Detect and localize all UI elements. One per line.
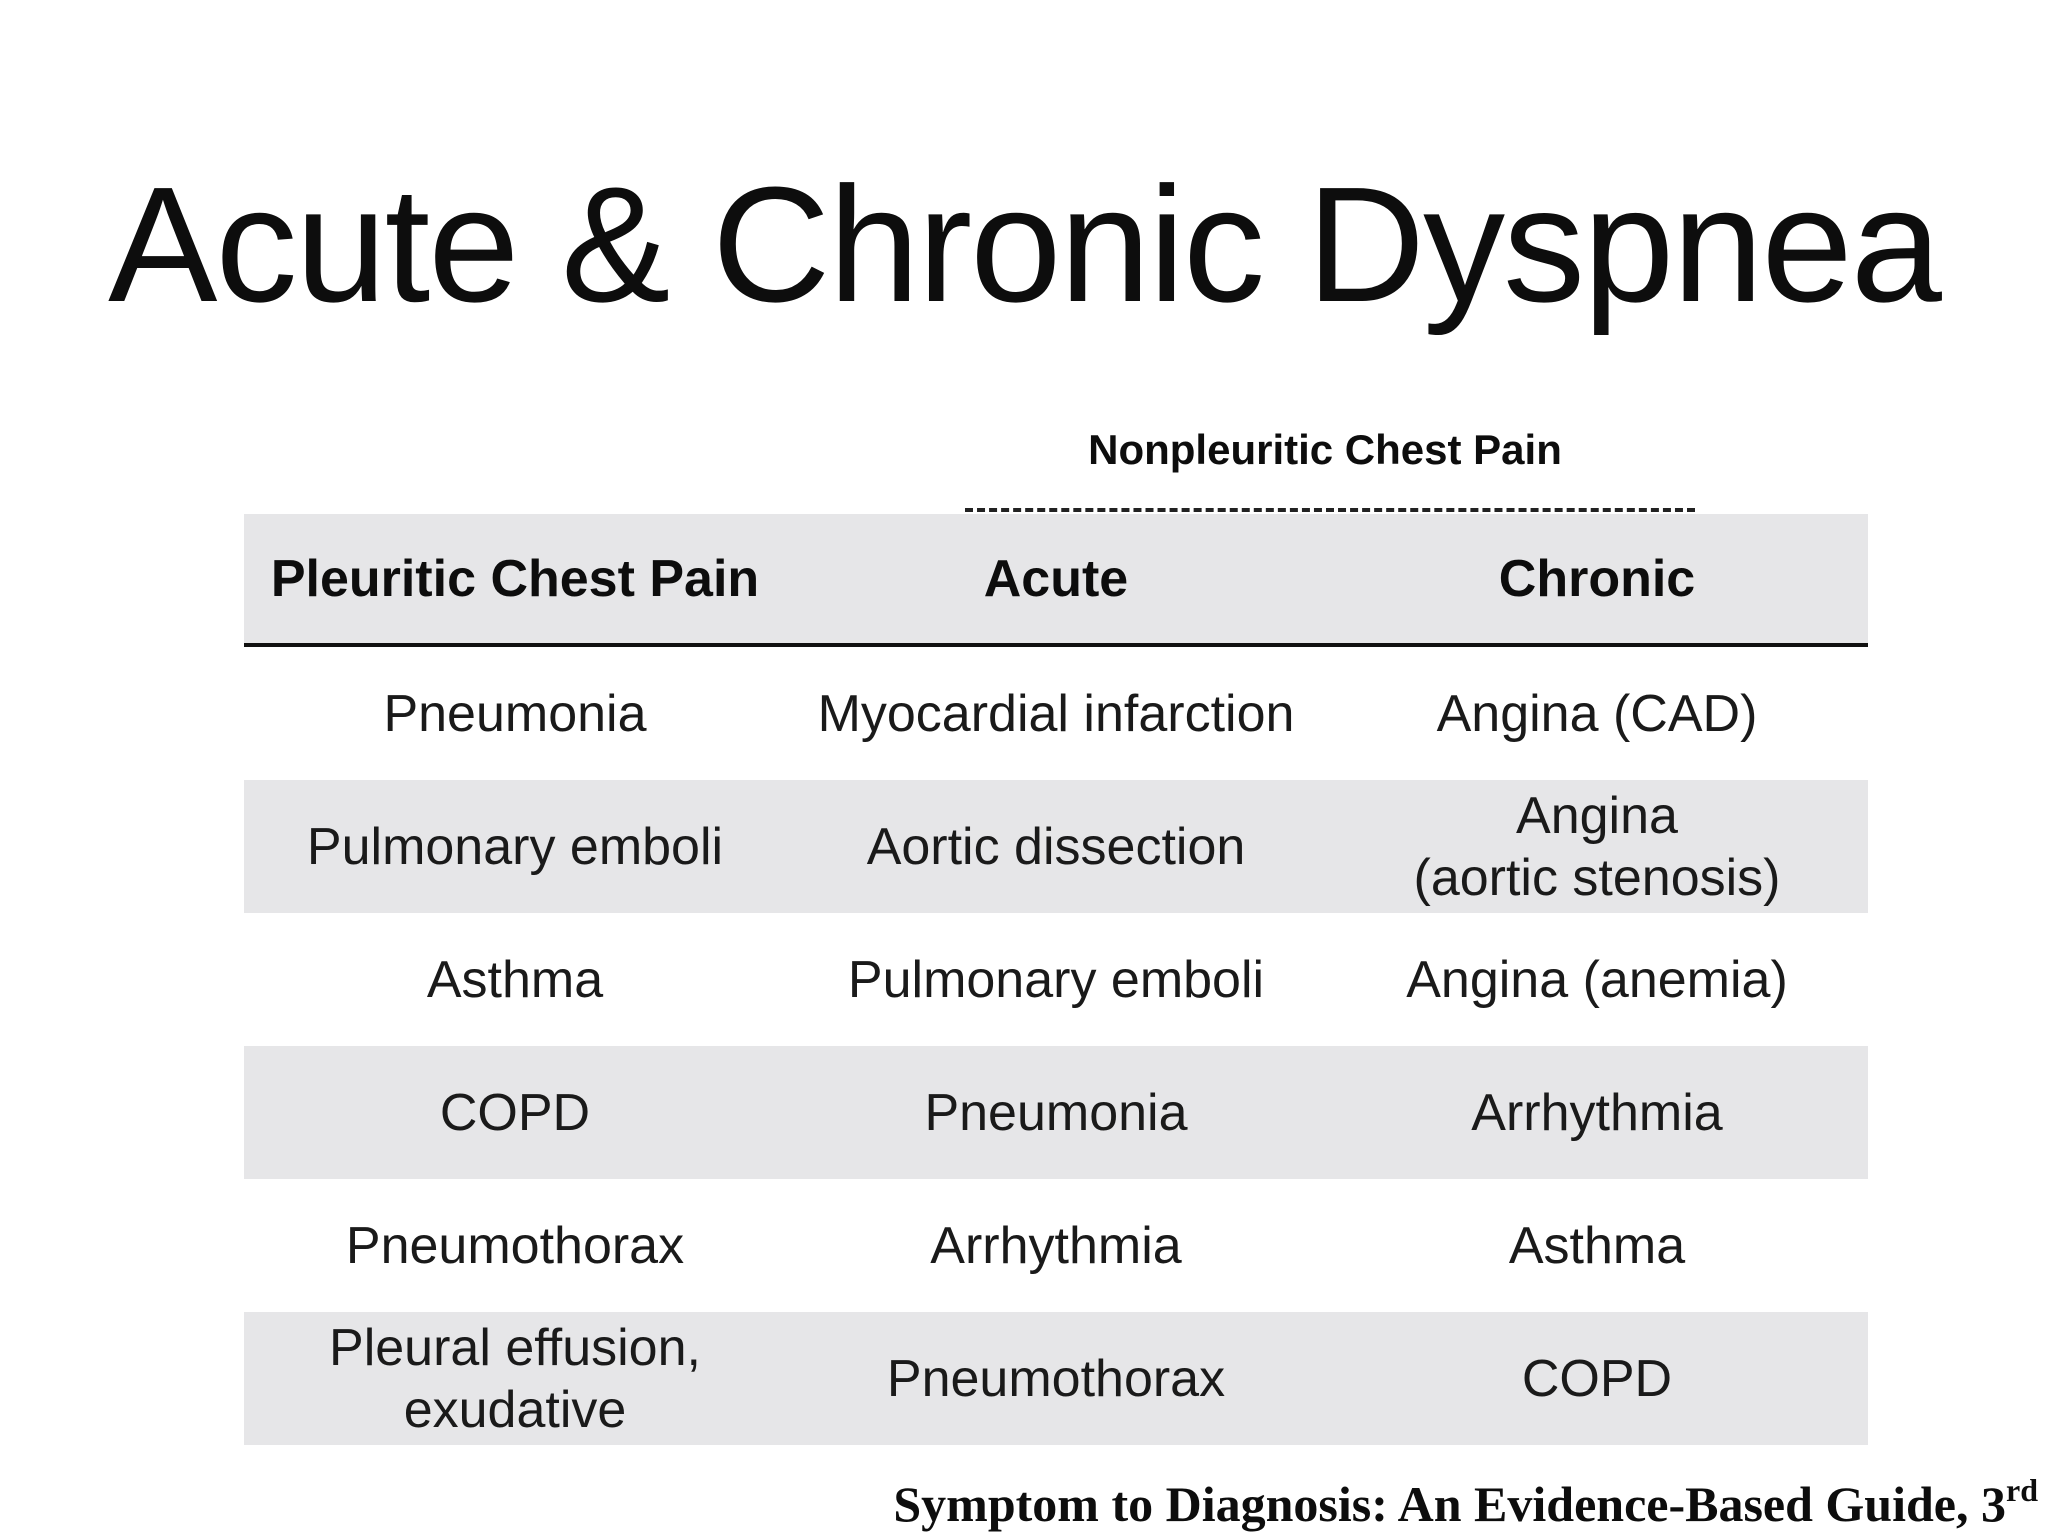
table-header-row bbox=[244, 514, 1868, 647]
table-cell-pleuritic: Pneumonia bbox=[383, 684, 647, 743]
table-cell-acute: Pneumonia bbox=[924, 1083, 1188, 1142]
table-cell-acute: Aortic dissection bbox=[866, 817, 1246, 876]
nonpleuritic-group-header: Nonpleuritic Chest Pain bbox=[1088, 426, 1562, 473]
table-cell-pleuritic: Pulmonary emboli bbox=[306, 817, 724, 876]
table-cell-pleuritic: Asthma bbox=[426, 950, 604, 1009]
column-header-acute: Acute bbox=[983, 549, 1129, 608]
dyspnea-causes-table bbox=[244, 514, 1868, 1445]
table-cell-chronic: Asthma bbox=[1508, 1216, 1686, 1275]
table-cell-acute: Pulmonary emboli bbox=[847, 950, 1265, 1009]
table-row bbox=[244, 1046, 1868, 1179]
source-citation-text: Symptom to Diagnosis: An Evidence-Based Guide, 3 bbox=[893, 1476, 2006, 1532]
table-cell-chronic: Angina (CAD) bbox=[1436, 684, 1758, 743]
table-row bbox=[244, 780, 1868, 913]
table-cell-pleuritic: COPD bbox=[439, 1083, 591, 1142]
table-row bbox=[244, 913, 1868, 1046]
source-citation-superscript: rd bbox=[2006, 1472, 2038, 1508]
source-citation bbox=[878, 1472, 2038, 1536]
table-cell-acute: Arrhythmia bbox=[930, 1216, 1182, 1275]
group-header-dashed-divider bbox=[965, 508, 1695, 512]
table-cell-acute: Myocardial infarction bbox=[817, 684, 1295, 743]
slide-title: Acute & Chronic Dyspnea bbox=[108, 153, 1940, 336]
table-cell-chronic: COPD bbox=[1521, 1349, 1673, 1408]
table-cell-chronic: Arrhythmia bbox=[1471, 1083, 1723, 1142]
table-cell-pleuritic: Pleural effusion, exudative bbox=[329, 1318, 701, 1439]
table-row bbox=[244, 647, 1868, 780]
table-cell-chronic: Angina (anemia) bbox=[1406, 950, 1788, 1009]
column-header-pleuritic: Pleuritic Chest Pain bbox=[270, 549, 760, 608]
table-cell-acute: Pneumothorax bbox=[886, 1349, 1226, 1408]
table-cell-pleuritic: Pneumothorax bbox=[345, 1216, 685, 1275]
table-row bbox=[244, 1312, 1868, 1445]
table-cell-chronic: Angina (aortic stenosis) bbox=[1413, 786, 1781, 907]
column-header-chronic: Chronic bbox=[1498, 549, 1696, 608]
table-row bbox=[244, 1179, 1868, 1312]
